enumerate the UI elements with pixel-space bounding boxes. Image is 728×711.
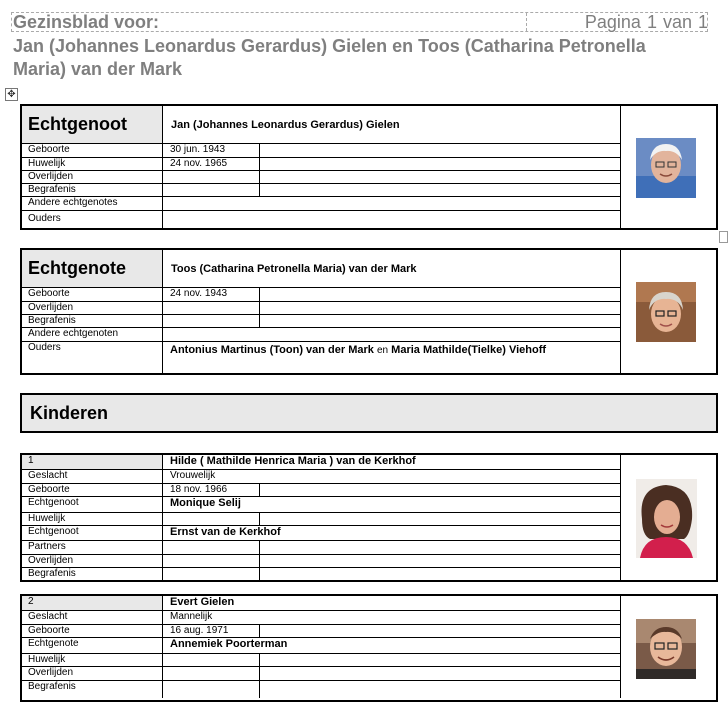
row-value: 24 nov. 1943: [163, 288, 260, 301]
row-label: Begrafenis: [22, 681, 163, 698]
wife-row: [22, 328, 620, 342]
row-value: [163, 328, 620, 341]
row-label: Begrafenis: [22, 568, 163, 581]
row-value: [163, 197, 620, 210]
wife-card: [20, 248, 718, 375]
row-value: [163, 541, 260, 554]
father-name: Antonius Martinus (Toon) van der Mark: [170, 344, 374, 356]
husband-row: [22, 211, 620, 230]
husband-table: [22, 106, 621, 230]
child-row: [22, 513, 620, 526]
row-label: Geslacht: [22, 611, 163, 624]
husband-row: [22, 158, 620, 171]
row-label: Ouders: [22, 211, 163, 230]
wife-row: [22, 302, 620, 315]
children-heading: Kinderen: [20, 393, 718, 433]
husband-card: [20, 104, 718, 230]
child-heading-row: [22, 596, 620, 611]
husband-row: [22, 197, 620, 211]
child-name: Evert Gielen: [170, 596, 235, 608]
row-value: [163, 315, 260, 327]
row-value: Monique Selij: [170, 497, 241, 509]
row-value: Annemiek Poorterman: [170, 638, 288, 650]
row-label: Partners: [22, 541, 163, 554]
page-number: 1: [646, 12, 657, 32]
row-value: Mannelijk: [170, 611, 213, 622]
row-value: 30 jun. 1943: [163, 144, 260, 157]
wife-row: [22, 288, 620, 302]
child-row: [22, 654, 620, 667]
row-label: Ouders: [22, 342, 163, 373]
child-number: 1: [22, 455, 163, 469]
row-label: Begrafenis: [22, 315, 163, 327]
row-label: Geboorte: [22, 288, 163, 301]
page-total: 1: [697, 12, 708, 32]
child-photo-cell: [619, 596, 716, 700]
table-resize-handle[interactable]: [719, 231, 728, 243]
husband-heading-row: [22, 106, 620, 144]
child-number: 2: [22, 596, 163, 610]
wife-row: [22, 315, 620, 328]
page-of: van: [662, 12, 692, 32]
row-label: Huwelijk: [22, 158, 163, 170]
child-row: [22, 470, 620, 484]
row-label: Andere echtgenoten: [22, 328, 163, 341]
parents-and: en: [376, 345, 389, 356]
move-icon[interactable]: ✥: [5, 88, 18, 101]
row-label: Overlijden: [22, 667, 163, 680]
husband-photo: [636, 138, 696, 198]
row-value: [163, 681, 260, 698]
husband-row: [22, 144, 620, 158]
child-row: [22, 541, 620, 555]
parents-value: [163, 342, 620, 373]
row-label: Overlijden: [22, 171, 163, 183]
row-value: 16 aug. 1971: [163, 625, 260, 637]
row-label: Begrafenis: [22, 184, 163, 196]
child-photo: [636, 619, 696, 679]
row-value: [163, 555, 260, 567]
row-value: [163, 667, 260, 680]
child-table: [22, 455, 621, 581]
husband-row: [22, 184, 620, 197]
child-row: [22, 625, 620, 638]
page-indicator: [579, 12, 708, 33]
row-label: Echtgenote: [22, 638, 163, 653]
child-row: [22, 497, 620, 513]
row-value: 24 nov. 1965: [163, 158, 260, 170]
wife-name: Toos (Catharina Petronella Maria) van der Mark: [171, 263, 417, 275]
child-photo-cell: [619, 455, 716, 580]
row-label: Huwelijk: [22, 654, 163, 666]
child-card: [20, 453, 718, 582]
child-card: [20, 594, 718, 702]
husband-heading: Echtgenoot: [22, 106, 163, 143]
row-label: Geboorte: [22, 484, 163, 496]
child-row: [22, 638, 620, 654]
child-name: Hilde ( Mathilde Henrica Maria ) van de Kerkhof: [170, 455, 416, 467]
wife-heading: Echtgenote: [22, 250, 163, 287]
row-value: [163, 568, 260, 581]
row-value: [163, 302, 260, 314]
row-value: Vrouwelijk: [170, 470, 216, 481]
row-label: Huwelijk: [22, 513, 163, 525]
row-value: [163, 184, 260, 196]
child-row: [22, 568, 620, 581]
husband-photo-cell: [619, 106, 716, 228]
row-value: [163, 654, 260, 666]
family-subtitle: Jan (Johannes Leonardus Gerardus) Gielen en Toos (Catharina Petronella Maria) van der Mark: [13, 36, 646, 79]
sheet-title: Gezinsblad voor:: [13, 12, 160, 32]
row-label: Echtgenoot: [22, 526, 163, 540]
row-label: Geslacht: [22, 470, 163, 483]
row-value: Ernst van de Kerkhof: [170, 526, 281, 538]
page-label: Pagina: [584, 12, 641, 32]
wife-table: [22, 250, 621, 373]
husband-name: Jan (Johannes Leonardus Gerardus) Gielen: [171, 119, 400, 131]
row-value: [163, 211, 620, 230]
child-table: [22, 596, 621, 698]
row-label: Overlijden: [22, 555, 163, 567]
child-row: [22, 555, 620, 568]
row-value: [163, 513, 260, 525]
child-row: [22, 667, 620, 681]
row-label: Andere echtgenotes: [22, 197, 163, 210]
child-row: [22, 611, 620, 625]
wife-heading-row: [22, 250, 620, 288]
row-value: [163, 171, 260, 183]
child-row: [22, 484, 620, 497]
row-label: Geboorte: [22, 144, 163, 157]
wife-photo: [636, 282, 696, 342]
child-heading-row: [22, 455, 620, 470]
row-value: 18 nov. 1966: [163, 484, 260, 496]
row-label: Echtgenoot: [22, 497, 163, 512]
husband-row: [22, 171, 620, 184]
wife-photo-cell: [619, 250, 716, 373]
row-label: Overlijden: [22, 302, 163, 314]
child-row: [22, 681, 620, 698]
wife-parents-row: [22, 342, 620, 373]
child-row: [22, 526, 620, 541]
mother-name: Maria Mathilde(Tielke) Viehoff: [391, 344, 547, 356]
child-photo: [636, 479, 697, 558]
row-label: Geboorte: [22, 625, 163, 637]
